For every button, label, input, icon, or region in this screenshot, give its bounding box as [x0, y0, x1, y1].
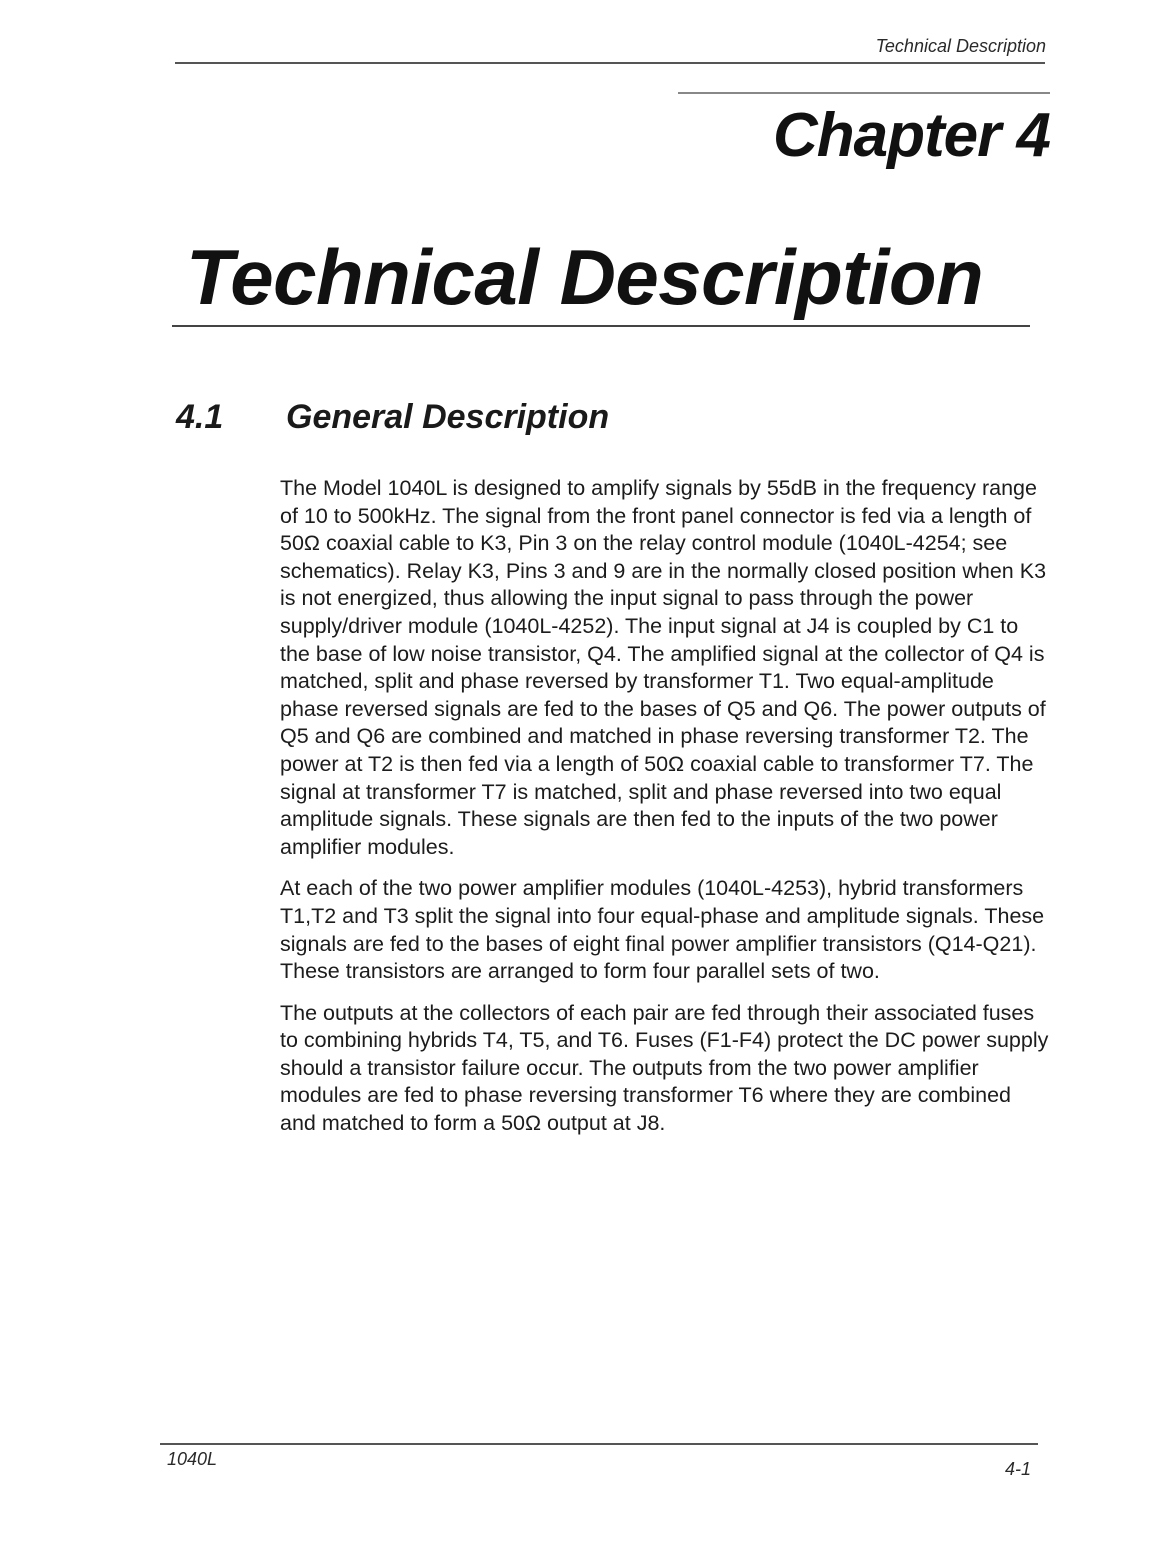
paragraph: The outputs at the collectors of each pair are fed through their associated fuses to combining hybrids T4, T5, and T6. Fuses (F1-F4) protect the DC power supply should a transistor failure occur. The outputs from the two power amplifier modules are fed to phase reversing transformer T6 where they are combined and matched to form a 50Ω output at J8. — [280, 1000, 1049, 1136]
chapter-rule — [678, 92, 1050, 94]
section-heading — [176, 398, 609, 437]
page-number: 4-1 — [1004, 1459, 1031, 1479]
section-title: General Description — [286, 398, 610, 436]
footer-model: 1040L — [167, 1449, 218, 1469]
paragraph: At each of the two power amplifier modules (1040L-4253), hybrid transformers T1,T2 and T3 split the signal into four equal-phase and amplitude signals. These signals are fed to the bases of eight final power amplifier transistors (Q14-Q21). These transistors are arranged to form four parallel sets of two. — [280, 876, 1045, 984]
footer-rule — [160, 1443, 1038, 1445]
paragraph: The Model 1040L is designed to amplify signals by 55dB in the frequency range of 10 to 500kHz. The signal from the front panel connector is fed via a length of 50Ω coaxial cable to K3, Pin 3 on the relay control module (1040L-4254; see schematics). Relay K3, Pins 3 and 9 are in the normally closed position when K3 is not energized, thus allowing the input signal to pass through the power supply/driver module (1040L-4252). The input signal at J4 is coupled by C1 to the base of low noise transistor, Q4. The amplified signal at the collector of Q4 is matched, split and phase reversed by transformer T1. Two equal-amplitude phase reversed signals are fed to the bases of Q5 and Q6. The power outputs of Q5 and Q6 are combined and matched in phase reversing transformer T2. The power at T2 is then fed via a length of 50Ω coaxial cable to transformer T7. The signal at transformer T7 is matched, split and phase reversed into two equal amplitude signals. These signals are then fed to the inputs of the two power amplifier modules. — [280, 476, 1047, 859]
header-rule — [175, 62, 1045, 64]
chapter-label: Chapter 4 — [773, 101, 1050, 170]
section-number: 4.1 — [176, 398, 224, 436]
body-text — [280, 475, 1050, 1152]
running-header: Technical Description — [875, 36, 1046, 56]
chapter-title: Technical Description — [186, 233, 984, 321]
title-rule — [172, 325, 1030, 327]
